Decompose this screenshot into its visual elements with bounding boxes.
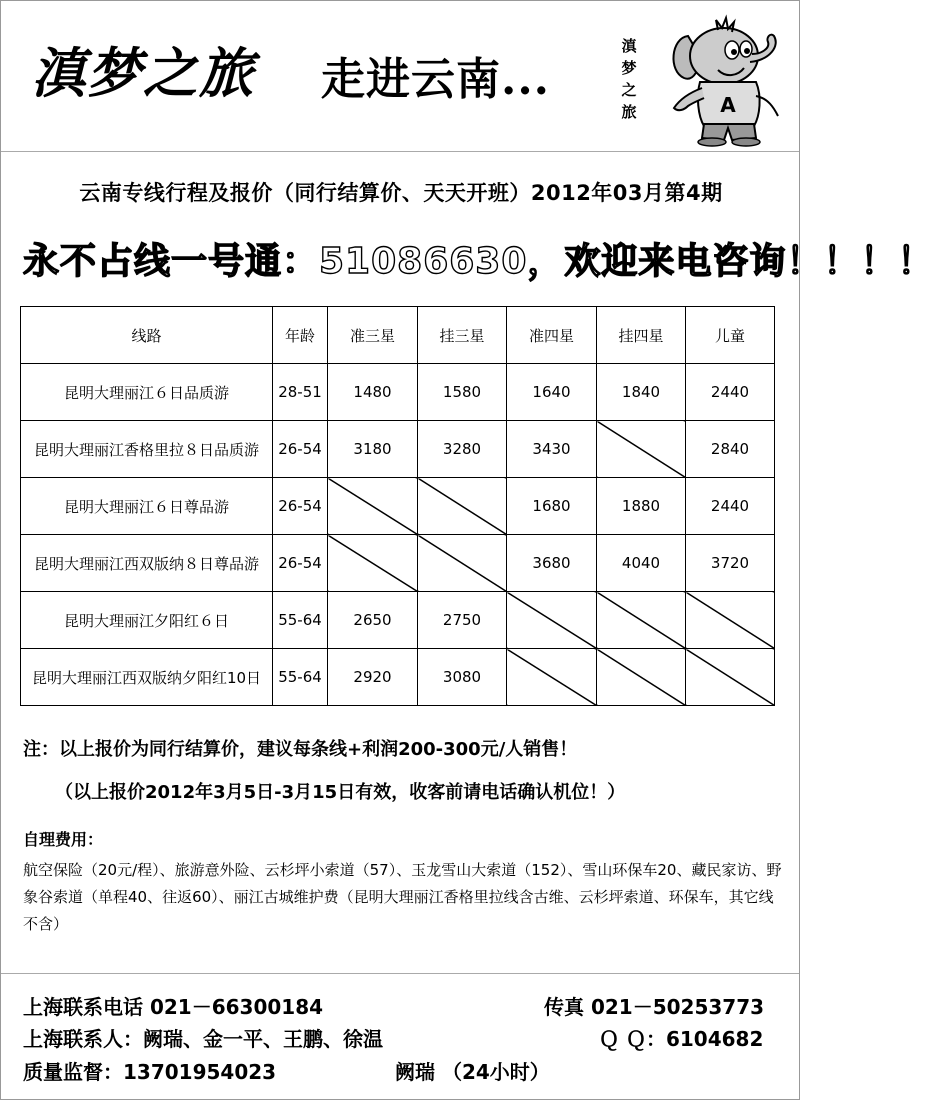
unavailable-cell <box>597 649 686 706</box>
vertical-char: 旅 <box>621 103 637 121</box>
validity-note: （以上报价2012年3月5日-3月15日有效，收客前请电话确认机位！） <box>55 782 626 803</box>
age-cell: 55-64 <box>273 649 328 706</box>
unavailable-cell <box>507 649 597 706</box>
slogan: 走进云南... <box>321 54 550 105</box>
fax-number: 传真 021－50253773 <box>544 995 765 1019</box>
price-cell: 1880 <box>597 478 686 535</box>
price-cell: 1840 <box>597 364 686 421</box>
vertical-char: 梦 <box>621 59 637 77</box>
route-cell: 昆明大理丽江６日尊品游 <box>21 478 273 535</box>
vertical-char: 滇 <box>621 37 637 55</box>
header <box>1 1 799 152</box>
price-cell: 1580 <box>418 364 507 421</box>
unavailable-cell <box>597 592 686 649</box>
unavailable-cell <box>328 535 418 592</box>
route-cell: 昆明大理丽江６日品质游 <box>21 364 273 421</box>
qq-number: Ｑ Ｑ：6104682 <box>599 1027 764 1051</box>
supervisor-name: 阙瑞 （24小时） <box>395 1060 550 1084</box>
price-cell: 3080 <box>418 649 507 706</box>
mascot-letter: A <box>720 93 736 117</box>
route-cell: 昆明大理丽江西双版纳夕阳红10日 <box>21 649 273 706</box>
pricing-note: 注：以上报价为同行结算价，建议每条线+利润200-300元/人销售！ <box>23 739 578 760</box>
fees-body: 航空保险（20元/程）、旅游意外险、云杉坪小索道（57）、玉龙雪山大索道（152）、雪山环保车20、藏民家访、野象谷索道（单程40、往返60）、丽江古城维护费（昆明大理丽江香格里拉线含古维、云杉坪索道、环保车，其它线不含） <box>23 861 782 933</box>
table-header-row <box>21 307 775 364</box>
table-row <box>21 592 775 649</box>
price-cell: 1680 <box>507 478 597 535</box>
brand-title: 滇梦之旅 <box>31 41 255 105</box>
age-cell: 26-54 <box>273 421 328 478</box>
column-header: 准四星 <box>507 307 597 364</box>
unavailable-cell <box>507 592 597 649</box>
table-row <box>21 478 775 535</box>
page-title: 云南专线行程及报价（同行结算价、天天开班）2012年03月第4期 <box>79 181 723 205</box>
table-row <box>21 421 775 478</box>
column-header: 线路 <box>21 307 273 364</box>
age-cell: 55-64 <box>273 592 328 649</box>
table-row <box>21 535 775 592</box>
price-cell: 2920 <box>328 649 418 706</box>
route-cell: 昆明大理丽江夕阳红６日 <box>21 592 273 649</box>
route-cell: 昆明大理丽江香格里拉８日品质游 <box>21 421 273 478</box>
price-cell: 3280 <box>418 421 507 478</box>
column-header: 年龄 <box>273 307 328 364</box>
unavailable-cell <box>328 478 418 535</box>
price-cell: 3720 <box>686 535 775 592</box>
hotline-banner: 永不占线一号通：51086630，欢迎来电咨询！！！！ <box>23 241 934 282</box>
age-cell: 26-54 <box>273 535 328 592</box>
column-header: 挂四星 <box>597 307 686 364</box>
unavailable-cell <box>686 592 775 649</box>
age-cell: 26-54 <box>273 478 328 535</box>
price-cell: 3430 <box>507 421 597 478</box>
route-cell: 昆明大理丽江西双版纳８日尊品游 <box>21 535 273 592</box>
table-row <box>21 649 775 706</box>
price-cell: 3180 <box>328 421 418 478</box>
column-header: 准三星 <box>328 307 418 364</box>
fees-title: 自理费用： <box>23 830 104 849</box>
vertical-char: 之 <box>621 81 637 99</box>
column-header: 儿童 <box>686 307 775 364</box>
price-cell: 2650 <box>328 592 418 649</box>
table-row <box>21 364 775 421</box>
footer-divider <box>1 973 799 974</box>
quality-supervision: 质量监督：13701954023 <box>23 1060 277 1084</box>
price-cell: 1480 <box>328 364 418 421</box>
price-cell: 1640 <box>507 364 597 421</box>
unavailable-cell <box>686 649 775 706</box>
vertical-brand <box>618 35 640 123</box>
price-table <box>20 306 775 706</box>
price-cell: 3680 <box>507 535 597 592</box>
price-cell: 2840 <box>686 421 775 478</box>
contact-phone: 上海联系电话 021－66300184 <box>23 995 324 1019</box>
price-cell: 2440 <box>686 364 775 421</box>
elephant-mascot-icon <box>666 16 784 146</box>
unavailable-cell <box>418 478 507 535</box>
column-header: 挂三星 <box>418 307 507 364</box>
price-cell: 4040 <box>597 535 686 592</box>
unavailable-cell <box>418 535 507 592</box>
unavailable-cell <box>597 421 686 478</box>
price-cell: 2750 <box>418 592 507 649</box>
price-cell: 2440 <box>686 478 775 535</box>
contact-people: 上海联系人：阙瑞、金一平、王鹏、徐温 <box>23 1027 383 1051</box>
age-cell: 28-51 <box>273 364 328 421</box>
